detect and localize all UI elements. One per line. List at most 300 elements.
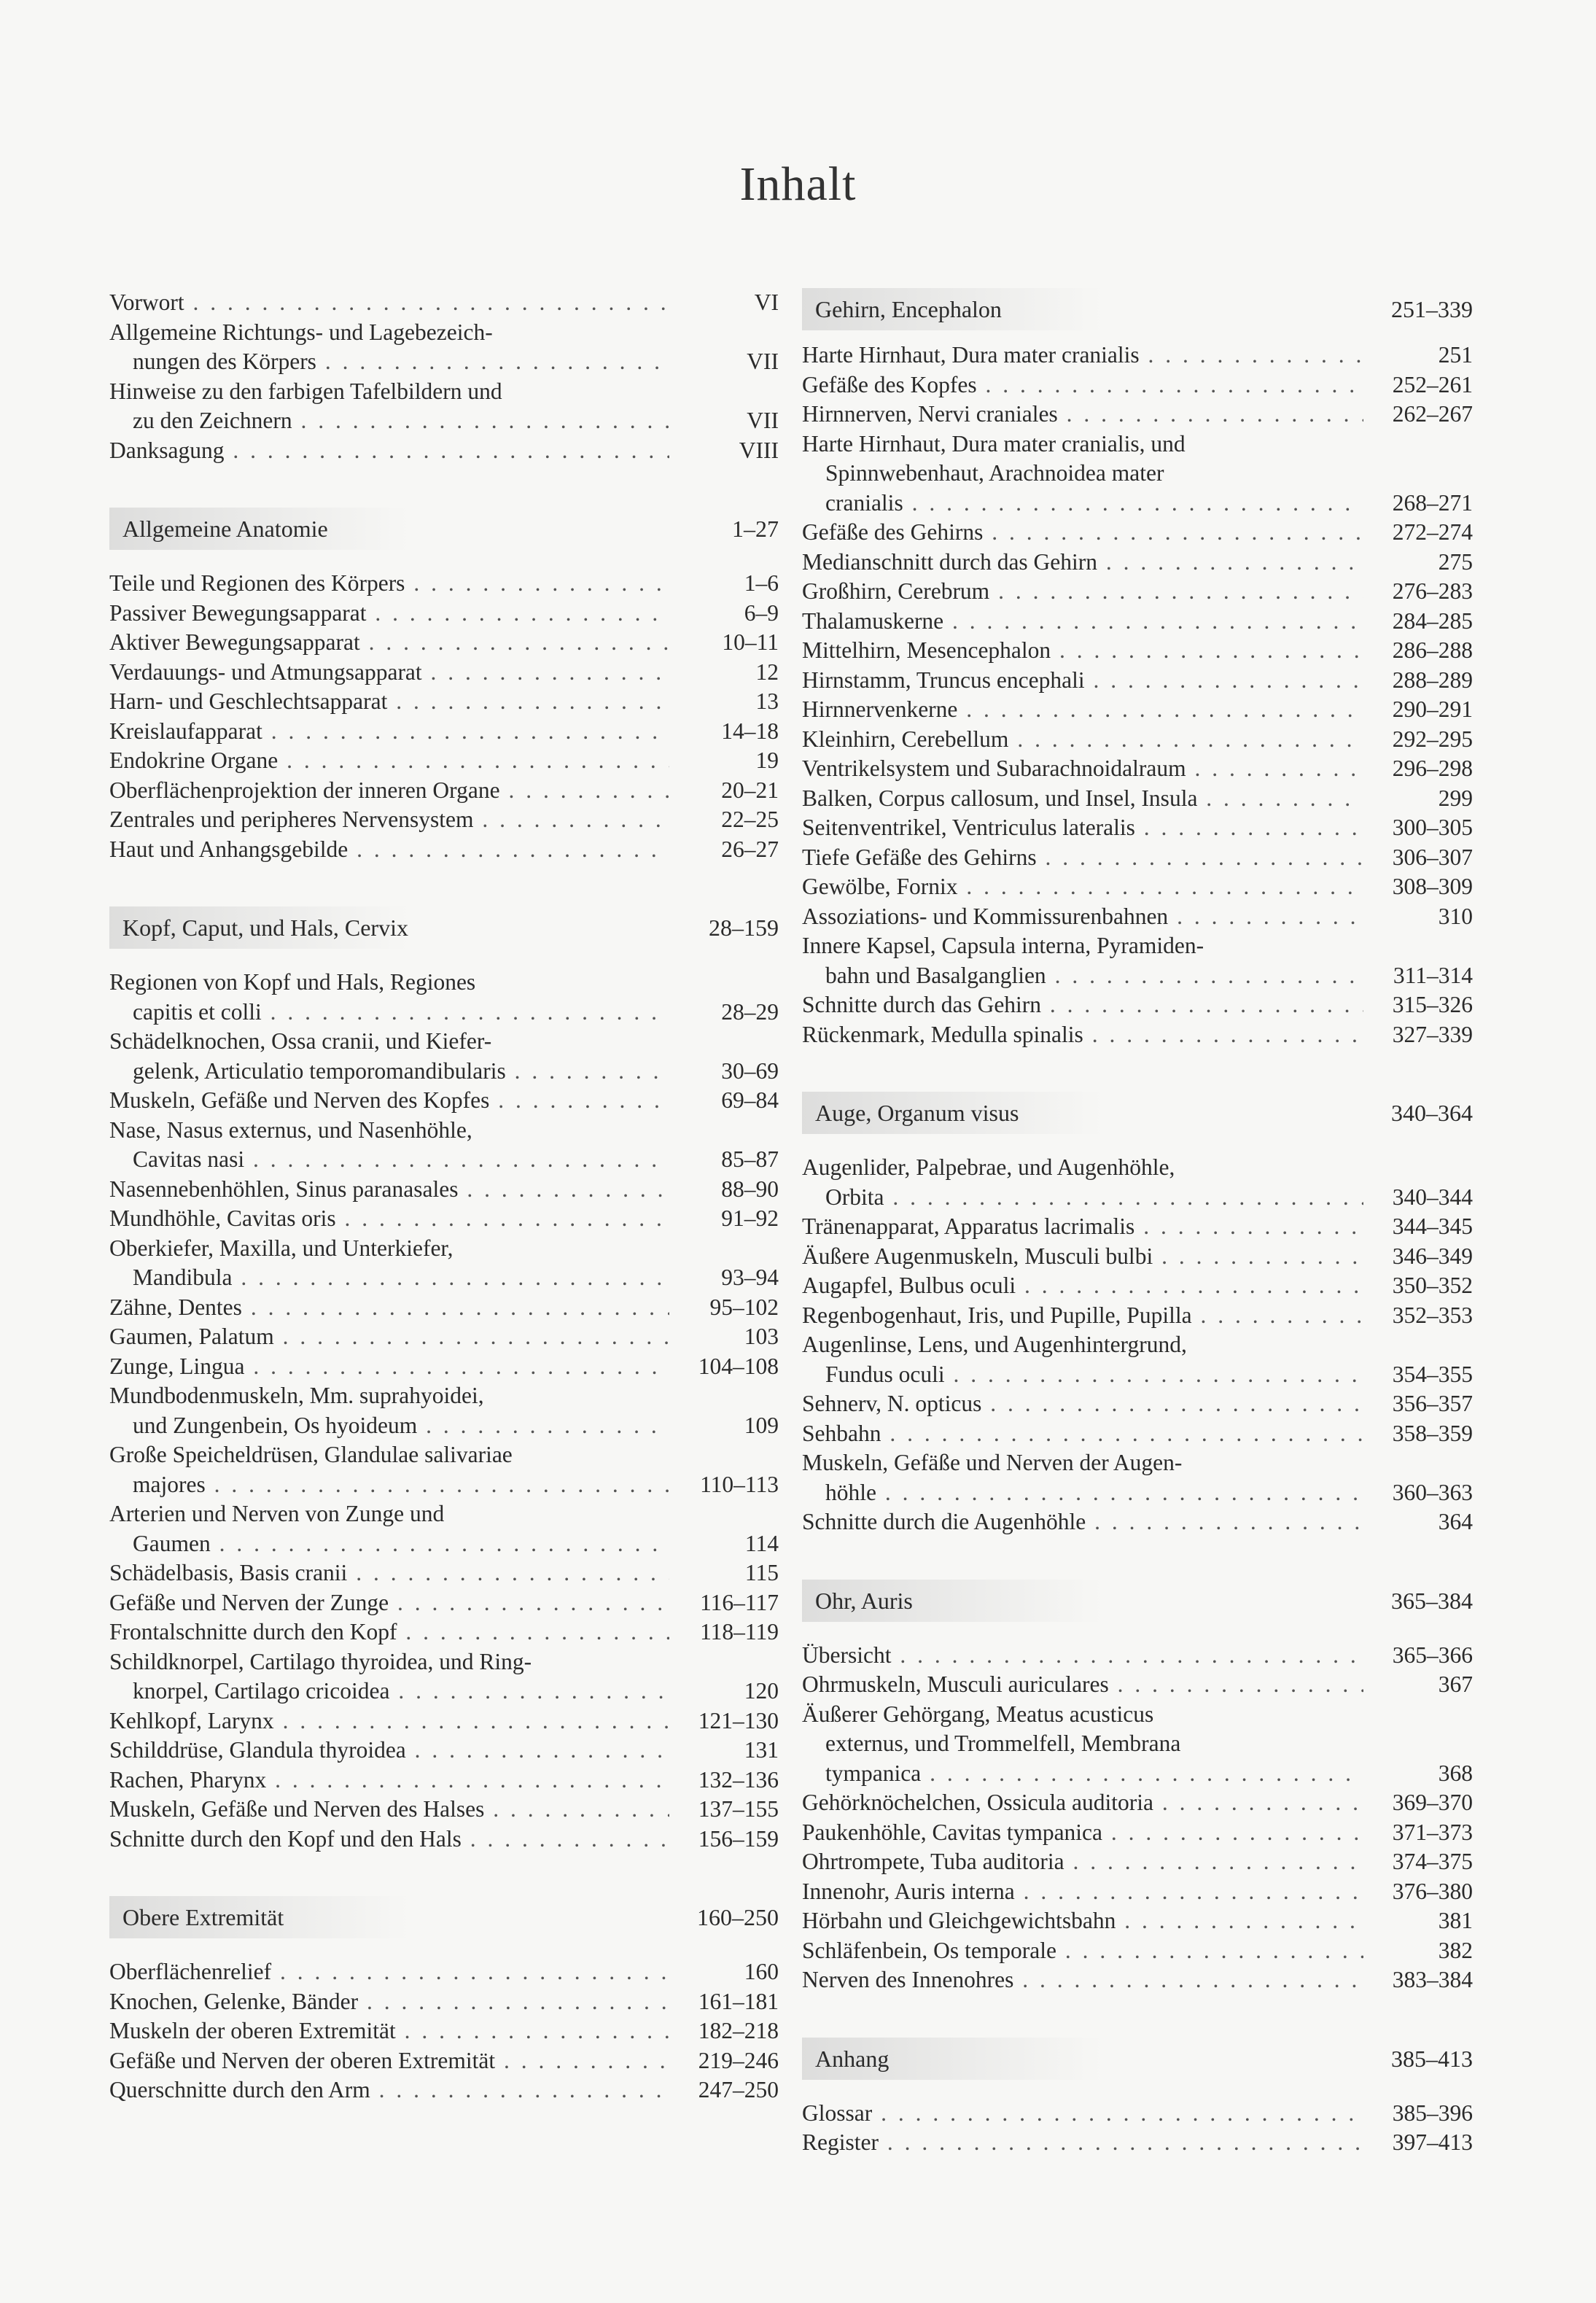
toc-entry[interactable]	[802, 607, 1473, 637]
section-title: Gehirn, Encephalon	[802, 288, 1349, 330]
toc-entry[interactable]	[109, 1736, 779, 1766]
toc-entry[interactable]	[802, 577, 1473, 607]
entry-pages: 383–384	[1392, 1967, 1473, 1992]
entry-title	[802, 1788, 1363, 1818]
entry-title	[109, 1381, 669, 1440]
toc-entry[interactable]	[109, 1293, 779, 1323]
entry-title	[802, 1670, 1363, 1700]
entry-title	[802, 607, 1363, 637]
entry-pages: 131	[744, 1737, 779, 1763]
entry-pages: 300–305	[1392, 815, 1473, 840]
entry-pages: 13	[755, 688, 779, 714]
toc-entry[interactable]	[802, 1700, 1473, 1789]
entry-title-line: Gaumen, Palatum . . .	[109, 1322, 669, 1352]
entry-title-line: Schädelknochen, Ossa cranii, und Kiefer-	[109, 1028, 492, 1054]
entry-pages: 120	[744, 1678, 779, 1704]
entry-title-line: Tränenapparat, Apparatus lacrimalis . . .	[802, 1212, 1363, 1242]
entry-pages: VI	[754, 290, 779, 315]
toc-section-gehirn-encephalon	[802, 288, 1473, 1049]
section-heading[interactable]	[802, 288, 1473, 330]
entry-title-line: Mundbodenmuskeln, Mm. suprahyoidei,	[109, 1383, 484, 1408]
entry-title-line: Rückenmark, Medulla spinalis . . .	[802, 1020, 1363, 1050]
entry-title	[802, 872, 1363, 902]
toc-entry[interactable]	[109, 1795, 779, 1825]
entry-title	[802, 1507, 1363, 1537]
entry-title	[109, 1617, 669, 1647]
toc-entry[interactable]	[109, 717, 779, 747]
entry-title	[802, 1847, 1363, 1877]
toc-entry[interactable]	[109, 2016, 779, 2046]
entry-title-line: Augenlinse, Lens, und Augenhintergrund,	[802, 1332, 1187, 1357]
entry-pages: 110–113	[700, 1471, 779, 1497]
toc-entry[interactable]	[802, 754, 1473, 784]
entry-pages: 121–130	[698, 1707, 779, 1733]
toc-entry[interactable]	[109, 805, 779, 835]
section-pages: 251–339	[1391, 296, 1473, 322]
toc-entry[interactable]	[802, 1641, 1473, 1671]
entry-pages: 219–246	[698, 2047, 779, 2073]
entry-pages: 327–339	[1392, 1021, 1473, 1047]
entry-pages: 346–349	[1392, 1243, 1473, 1269]
toc-entry[interactable]	[802, 636, 1473, 666]
section-pages: 385–413	[1391, 2045, 1473, 2072]
entry-title	[802, 1419, 1363, 1449]
toc-entry[interactable]	[802, 1906, 1473, 1936]
entry-title-line: Tiefe Gefäße des Gehirns . . .	[802, 843, 1363, 873]
entry-title-line: Schnitte durch das Gehirn . . .	[802, 990, 1363, 1020]
entry-title	[802, 1641, 1363, 1671]
entry-title-line: Äußerer Gehörgang, Meatus acusticus	[802, 1701, 1154, 1727]
entry-title-line: Gaumen . . .	[109, 1529, 669, 1559]
entry-title	[802, 1448, 1363, 1507]
entry-pages: 276–283	[1392, 578, 1473, 604]
entry-title-line: Ohrtrompete, Tuba auditoria . . .	[802, 1847, 1363, 1877]
entry-title	[802, 636, 1363, 666]
toc-entry[interactable]	[802, 931, 1473, 990]
section-title: Kopf, Caput, und Hals, Cervix	[109, 906, 655, 949]
entry-title-line: tympanica . . .	[802, 1759, 1363, 1789]
section-heading[interactable]	[802, 1580, 1473, 1622]
section-heading[interactable]	[109, 1896, 779, 1938]
entry-pages: 247–250	[698, 2077, 779, 2102]
entry-title-line: Gefäße des Gehirns . . .	[802, 518, 1363, 548]
toc-entry[interactable]	[802, 725, 1473, 755]
entry-pages: 10–11	[722, 629, 779, 655]
entry-title-line: Hinweise zu den farbigen Tafelbildern und	[109, 378, 502, 404]
toc-entry[interactable]	[802, 1212, 1473, 1242]
toc-entry[interactable]	[802, 1301, 1473, 1331]
toc-entry[interactable]	[109, 1440, 779, 1499]
section-heading[interactable]	[802, 2038, 1473, 2080]
toc-entry[interactable]	[109, 1617, 779, 1647]
entry-pages: 118–119	[700, 1619, 779, 1644]
toc-entry[interactable]	[802, 2099, 1473, 2129]
entry-title	[109, 968, 669, 1027]
entry-title	[109, 318, 669, 377]
toc-entry[interactable]	[802, 872, 1473, 902]
toc-entry[interactable]	[109, 1086, 779, 1116]
toc-entry[interactable]	[802, 784, 1473, 814]
entry-title	[109, 1987, 669, 2017]
entry-title-line: Medianschnitt durch das Gehirn . . .	[802, 548, 1363, 578]
entry-title-line: Muskeln der oberen Extremität . . .	[109, 2016, 669, 2046]
toc-entry[interactable]	[109, 746, 779, 776]
entry-title	[802, 1301, 1363, 1331]
entry-title	[802, 784, 1363, 814]
toc-entry[interactable]	[802, 843, 1473, 873]
entry-pages: VII	[747, 349, 779, 374]
toc-entry[interactable]	[802, 1448, 1473, 1507]
entry-title	[109, 569, 669, 599]
entry-pages: 109	[744, 1412, 779, 1438]
entry-pages: 160	[744, 1959, 779, 1984]
entry-pages: 252–261	[1392, 371, 1473, 397]
toc-entry[interactable]	[802, 695, 1473, 725]
entry-pages: 364	[1438, 1509, 1473, 1534]
entry-pages: 350–352	[1392, 1273, 1473, 1298]
section-pages: 340–364	[1391, 1100, 1473, 1126]
toc-entry[interactable]	[109, 1706, 779, 1736]
entry-title-line: Verdauungs- und Atmungsapparat . . .	[109, 658, 669, 688]
entry-title-line: Zentrales und peripheres Nervensystem . . .	[109, 805, 669, 835]
entry-title-line: Oberkiefer, Maxilla, und Unterkiefer,	[109, 1235, 454, 1261]
entry-title-line: Mittelhirn, Mesencephalon . . .	[802, 636, 1363, 666]
entry-title-line: Oberflächenprojektion der inneren Organe . . .	[109, 776, 669, 806]
entry-title-line: Hörbahn und Gleichgewichtsbahn . . .	[802, 1906, 1363, 1936]
entry-title	[109, 1440, 669, 1499]
entry-title	[802, 1153, 1363, 1212]
entry-pages: 20–21	[721, 777, 779, 803]
section-heading[interactable]	[109, 906, 779, 949]
entry-title-line: Frontalschnitte durch den Kopf . . .	[109, 1617, 669, 1647]
toc-entry[interactable]	[802, 666, 1473, 696]
entry-title-line: Kehlkopf, Larynx . . .	[109, 1706, 669, 1736]
entry-title	[802, 902, 1363, 932]
toc-entry[interactable]	[109, 436, 779, 466]
entry-pages: 367	[1438, 1671, 1473, 1697]
entry-title-line: Augapfel, Bulbus oculi . . .	[802, 1271, 1363, 1301]
entry-title-line: Gefäße des Kopfes . . .	[802, 370, 1363, 400]
toc-section-kopf-caput-und-hals-cervix	[109, 906, 779, 1854]
section-heading[interactable]	[109, 508, 779, 550]
entry-pages: VIII	[739, 437, 779, 463]
entry-title	[802, 990, 1363, 1020]
entry-pages: 19	[755, 747, 779, 773]
entry-title-line: Schnitte durch die Augenhöhle . . .	[802, 1507, 1363, 1537]
toc-section-obere-extremitat	[109, 1896, 779, 2105]
toc-entry[interactable]	[109, 1558, 779, 1588]
toc-entry[interactable]	[802, 1507, 1473, 1537]
toc-entry[interactable]	[109, 2046, 779, 2076]
entry-pages: 306–307	[1392, 844, 1473, 870]
entry-title	[802, 1906, 1363, 1936]
toc-entry[interactable]	[109, 1588, 779, 1618]
entry-title	[109, 717, 669, 747]
toc-section-ohr-auris	[802, 1580, 1473, 1995]
toc-entry[interactable]	[109, 599, 779, 629]
entry-pages: 132–136	[698, 1766, 779, 1793]
entry-title-line: höhle . . .	[802, 1478, 1363, 1508]
entry-title-line: Innenohr, Auris interna . . .	[802, 1877, 1363, 1907]
toc-entry[interactable]	[802, 548, 1473, 578]
toc-entry[interactable]	[802, 1670, 1473, 1700]
toc-entry[interactable]	[109, 1766, 779, 1795]
toc-entry[interactable]	[109, 1381, 779, 1440]
entry-pages: 292–295	[1392, 726, 1473, 752]
entry-title-line: Haut und Anhangsgebilde . . .	[109, 835, 669, 865]
entry-pages: 268–271	[1392, 489, 1473, 516]
toc-entry[interactable]	[802, 1271, 1473, 1301]
entry-title	[109, 1322, 669, 1352]
toc-entry[interactable]	[109, 1987, 779, 2017]
toc-entry[interactable]	[109, 1957, 779, 1987]
toc-entry[interactable]	[109, 1825, 779, 1855]
entry-title	[802, 1242, 1363, 1272]
entry-title	[109, 835, 669, 865]
section-title: Obere Extremität	[109, 1896, 655, 1938]
entry-title-line: Nerven des Innenohres . . .	[802, 1965, 1363, 1995]
toc-entry[interactable]	[802, 1788, 1473, 1818]
toc-entry[interactable]	[802, 1936, 1473, 1966]
entry-title-line: Regionen von Kopf und Hals, Regiones	[109, 969, 476, 995]
entry-title-line: capitis et colli . . .	[109, 998, 669, 1028]
entry-title	[802, 1271, 1363, 1301]
toc-entry[interactable]	[109, 1027, 779, 1086]
entry-pages: 311–314	[1393, 962, 1473, 988]
entry-title-line: Schilddrüse, Glandula thyroidea . . .	[109, 1736, 669, 1766]
entry-title	[109, 2075, 669, 2105]
entry-pages: 374–375	[1392, 1849, 1473, 1874]
toc-entry[interactable]	[109, 687, 779, 717]
toc-entry[interactable]	[802, 1389, 1473, 1419]
entry-pages: 103	[744, 1324, 779, 1349]
entry-title-line: Gehörknöchelchen, Ossicula auditoria . . .	[802, 1788, 1363, 1818]
entry-title	[802, 1936, 1363, 1966]
entry-pages: 262–267	[1392, 401, 1473, 427]
entry-title-line: Paukenhöhle, Cavitas tympanica . . .	[802, 1818, 1363, 1848]
entry-title-line: Großhirn, Cerebrum . . .	[802, 577, 1363, 607]
entry-title-line: Sehbahn . . .	[802, 1419, 1363, 1449]
toc-entry[interactable]	[802, 1847, 1473, 1877]
entry-title-line: Harte Hirnhaut, Dura mater cranialis, und	[802, 430, 1186, 457]
entry-title	[802, 370, 1363, 400]
entry-title-line: Allgemeine Richtungs- und Lagebezeich-	[109, 319, 493, 345]
entry-pages: 354–355	[1392, 1361, 1473, 1387]
entry-title-line: knorpel, Cartilago cricoidea . . .	[109, 1677, 669, 1706]
entry-title-line: Schläfenbein, Os temporale . . .	[802, 1936, 1363, 1966]
entry-pages: 360–363	[1392, 1479, 1473, 1505]
section-heading[interactable]	[802, 1092, 1473, 1134]
toc-entry[interactable]	[109, 835, 779, 865]
entry-title	[109, 288, 669, 318]
toc-entry[interactable]	[802, 1330, 1473, 1389]
entry-title-line: Übersicht . . .	[802, 1641, 1363, 1671]
entry-pages: 115	[744, 1560, 779, 1585]
entry-title-line: Ventrikelsystem und Subarachnoidalraum . . .	[802, 754, 1363, 784]
toc-entry[interactable]	[109, 1234, 779, 1293]
entry-title	[109, 1766, 669, 1795]
toc-column-left	[109, 288, 779, 2105]
toc-entry[interactable]	[109, 968, 779, 1027]
toc-entry[interactable]	[802, 2128, 1473, 2158]
toc-entry[interactable]	[109, 2075, 779, 2105]
section-pages: 160–250	[697, 1904, 779, 1930]
entry-pages: 308–309	[1392, 874, 1473, 899]
section-pages: 1–27	[732, 516, 779, 542]
entry-pages: 356–357	[1392, 1391, 1473, 1416]
entry-pages: 69–84	[721, 1087, 779, 1113]
entry-title	[109, 436, 669, 466]
entry-pages: 116–117	[700, 1589, 779, 1615]
entry-title	[109, 1558, 669, 1588]
entry-title-line: Muskeln, Gefäße und Nerven des Kopfes . . .	[109, 1086, 669, 1116]
toc-entry[interactable]	[802, 990, 1473, 1020]
toc-entry[interactable]	[802, 1818, 1473, 1848]
entry-title-line: Muskeln, Gefäße und Nerven des Halses . . .	[109, 1795, 669, 1825]
entry-pages: 88–90	[721, 1176, 779, 1202]
toc-entry[interactable]	[802, 518, 1473, 548]
entry-title	[802, 754, 1363, 784]
entry-title	[802, 2128, 1363, 2158]
toc-entry[interactable]	[109, 1116, 779, 1175]
entry-title	[109, 2016, 669, 2046]
toc-entry[interactable]	[802, 813, 1473, 843]
entry-title	[109, 1588, 669, 1618]
entry-title	[109, 1795, 669, 1825]
entry-pages: 369–370	[1392, 1790, 1473, 1815]
entry-title-line: Ohrmuskeln, Musculi auriculares . . .	[802, 1670, 1363, 1700]
entry-title-line: Sehnerv, N. opticus . . .	[802, 1389, 1363, 1419]
entry-title-line: Hirnstamm, Truncus encephali . . .	[802, 666, 1363, 696]
entry-title	[109, 628, 669, 658]
entry-title	[109, 1647, 669, 1706]
entry-title	[802, 341, 1363, 370]
toc-entry[interactable]	[109, 569, 779, 599]
entry-title	[109, 1086, 669, 1116]
toc-entry[interactable]	[802, 430, 1473, 519]
entry-title	[802, 1818, 1363, 1848]
entry-pages: 288–289	[1392, 667, 1473, 693]
toc-entry[interactable]	[802, 1877, 1473, 1907]
entry-title-line: Große Speicheldrüsen, Glandulae salivariae	[109, 1442, 513, 1467]
entry-title-line: Mundhöhle, Cavitas oris . . .	[109, 1204, 669, 1234]
entry-pages: 137–155	[698, 1796, 779, 1822]
entry-pages: 93–94	[721, 1265, 779, 1290]
entry-title-line: Orbita . . .	[802, 1183, 1363, 1213]
entry-pages: 114	[744, 1530, 779, 1556]
toc-entry[interactable]	[109, 628, 779, 658]
page-title: Inhalt	[739, 158, 857, 211]
entry-title-line: Schädelbasis, Basis cranii . . .	[109, 1558, 669, 1588]
entry-title	[109, 1204, 669, 1234]
entry-pages: 14–18	[721, 718, 779, 744]
entry-title-line: Cavitas nasi . . .	[109, 1145, 669, 1175]
toc-entry[interactable]	[109, 1175, 779, 1205]
entry-title-line: Danksagung . . .	[109, 436, 669, 466]
entry-title-line: externus, und Trommelfell, Membrana	[825, 1731, 1181, 1756]
entry-pages: 272–274	[1392, 519, 1473, 545]
entry-title-line: Aktiver Bewegungsapparat . . .	[109, 628, 669, 658]
entry-pages: 299	[1438, 785, 1473, 811]
entry-pages: 156–159	[698, 1825, 779, 1852]
entry-title-line: Gewölbe, Fornix . . .	[802, 872, 1363, 902]
toc-entry[interactable]	[802, 370, 1473, 400]
entry-title-line: cranialis . . .	[802, 489, 1363, 519]
entry-title	[802, 666, 1363, 696]
entry-title-line: Hirnnervenkerne . . .	[802, 695, 1363, 725]
section-title: Anhang	[802, 2038, 1349, 2080]
toc-entry[interactable]	[802, 1020, 1473, 1050]
entry-title	[802, 1877, 1363, 1907]
entry-title	[802, 2099, 1363, 2129]
entry-pages: VII	[747, 408, 779, 433]
entry-pages: 290–291	[1392, 696, 1473, 722]
entry-title	[109, 1027, 669, 1086]
entry-title-line: Schnitte durch den Kopf und den Hals . . .	[109, 1825, 669, 1855]
entry-title	[109, 1234, 669, 1293]
toc-entry[interactable]	[802, 341, 1473, 370]
entry-title	[109, 1825, 669, 1855]
entry-title-line: Augenlider, Palpebrae, und Augenhöhle,	[802, 1154, 1175, 1180]
toc-entry[interactable]	[109, 288, 779, 318]
entry-title-line: Regenbogenhaut, Iris, und Pupille, Pupilla . . .	[802, 1301, 1363, 1331]
toc-entry[interactable]	[109, 776, 779, 806]
toc-entry[interactable]	[109, 1322, 779, 1352]
toc-entry[interactable]	[802, 1965, 1473, 1995]
entry-pages: 30–69	[721, 1057, 779, 1084]
entry-title-line: Zunge, Lingua . . .	[109, 1352, 669, 1382]
entry-pages: 95–102	[709, 1294, 779, 1320]
entry-title	[802, 430, 1363, 519]
entry-title	[109, 1352, 669, 1382]
entry-pages: 365–366	[1392, 1642, 1473, 1668]
entry-pages: 12	[755, 659, 779, 685]
entry-title-line: Kleinhirn, Cerebellum . . .	[802, 725, 1363, 755]
toc-entry[interactable]	[109, 1499, 779, 1558]
entry-pages: 91–92	[721, 1205, 779, 1231]
entry-title-line: Gefäße und Nerven der Zunge . . .	[109, 1588, 669, 1618]
toc-column-right	[802, 288, 1473, 2158]
toc-entry[interactable]	[109, 1204, 779, 1234]
entry-title	[109, 1957, 669, 1987]
entry-title	[802, 1330, 1363, 1389]
toc-entry[interactable]	[802, 902, 1473, 932]
entry-pages: 385–396	[1392, 2100, 1473, 2126]
toc-entry[interactable]	[109, 1647, 779, 1706]
entry-title	[109, 687, 669, 717]
entry-pages: 85–87	[721, 1146, 779, 1172]
entry-title-line: Schildknorpel, Cartilago thyroidea, und Ring-	[109, 1648, 532, 1674]
entry-title-line: Nase, Nasus externus, und Nasenhöhle,	[109, 1116, 472, 1143]
entry-title-line: nungen des Körpers . . .	[109, 347, 669, 377]
toc-entry[interactable]	[109, 377, 779, 436]
toc-entry[interactable]	[109, 658, 779, 688]
entry-title-line: Kreislaufapparat . . .	[109, 717, 669, 747]
entry-title-line: Teile und Regionen des Körpers . . .	[109, 569, 669, 599]
toc-entry[interactable]	[802, 400, 1473, 430]
section-title: Allgemeine Anatomie	[109, 508, 655, 550]
toc-entry[interactable]	[802, 1153, 1473, 1212]
entry-pages: 22–25	[721, 807, 779, 832]
toc-entry[interactable]	[802, 1419, 1473, 1449]
toc-entry[interactable]	[109, 1352, 779, 1382]
entry-title-line: Harn- und Geschlechtsapparat . . .	[109, 687, 669, 717]
toc-entry[interactable]	[802, 1242, 1473, 1272]
entry-title	[802, 1389, 1363, 1419]
entry-title	[109, 2046, 669, 2076]
entry-title-line: Innere Kapsel, Capsula interna, Pyramiden-	[802, 933, 1204, 958]
toc-entry[interactable]	[109, 318, 779, 377]
